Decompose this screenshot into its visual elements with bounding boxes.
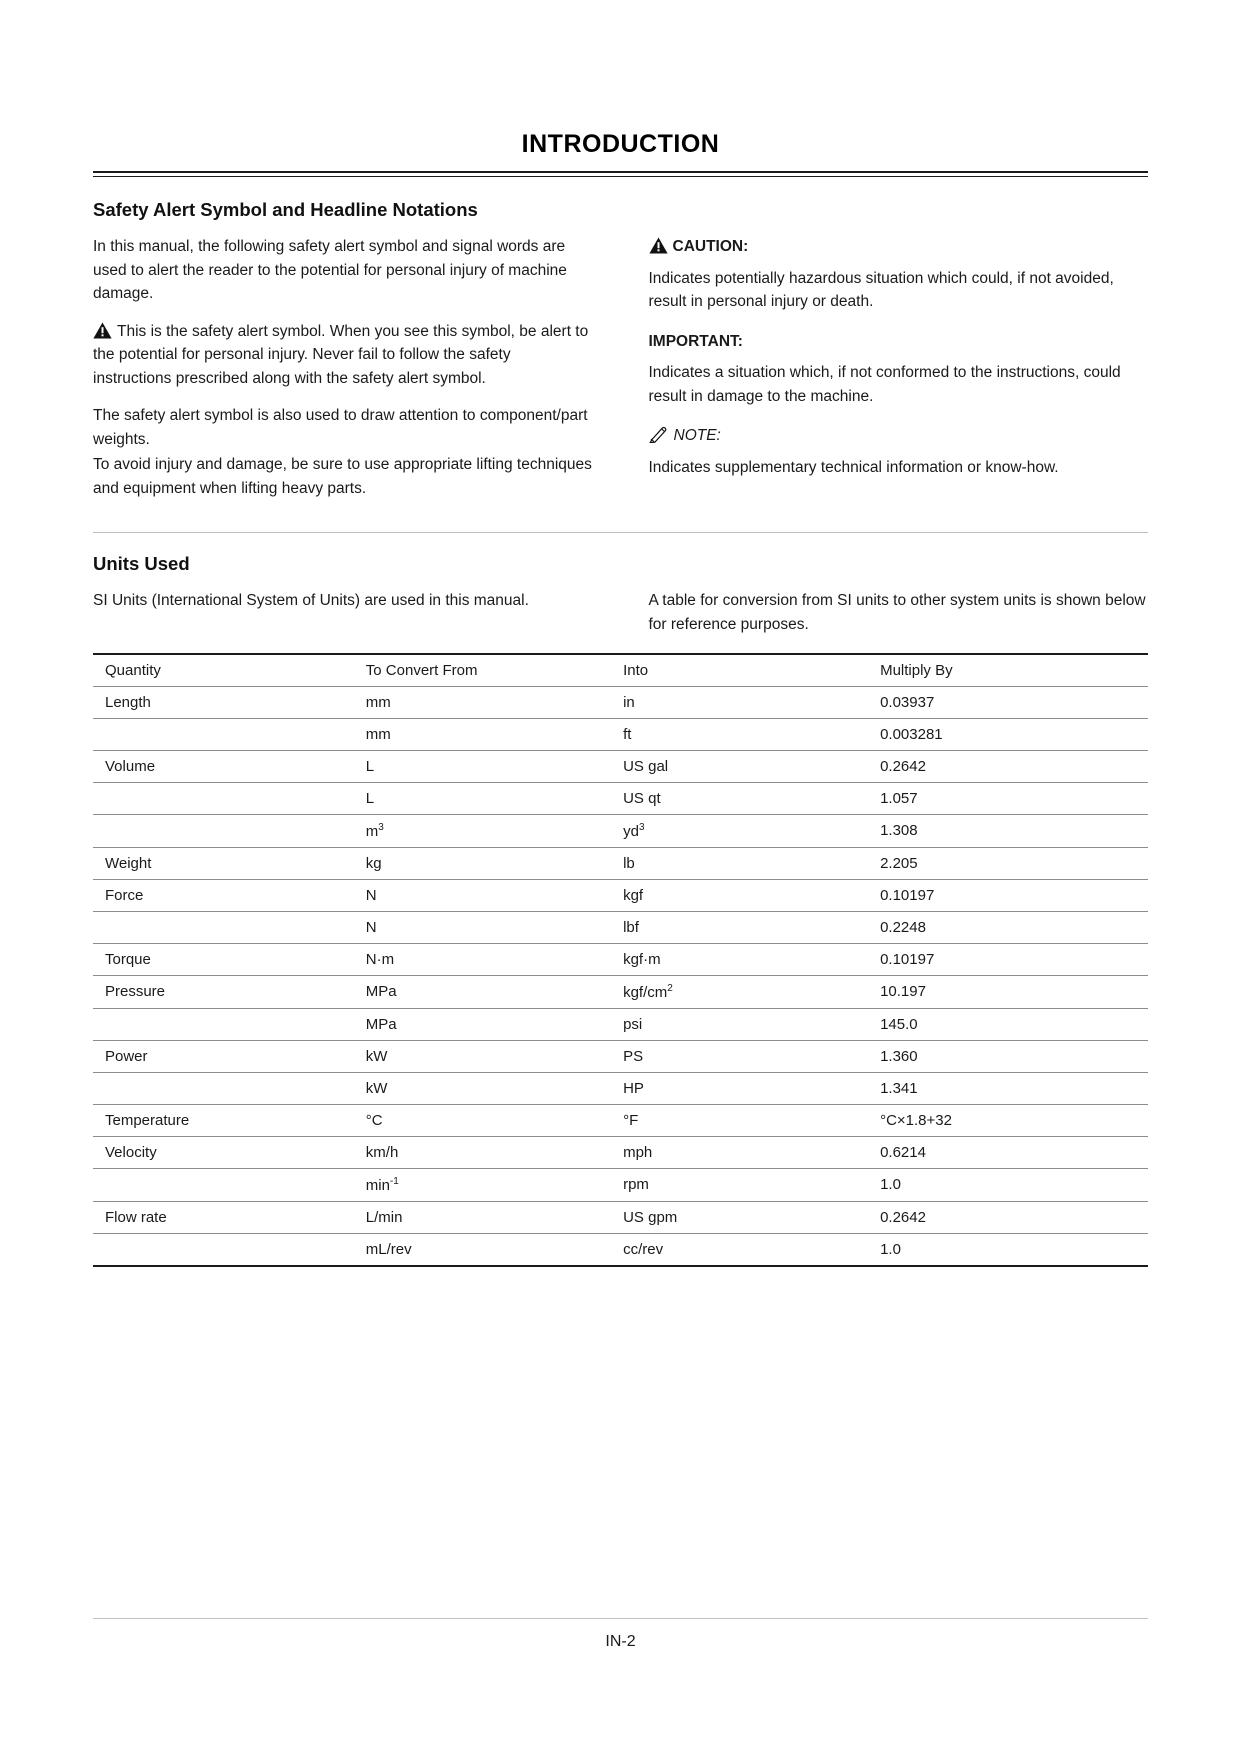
table-cell-quantity [93, 1168, 354, 1201]
table-cell-multiply-by: 0.2642 [868, 1201, 1148, 1233]
table-cell-quantity [93, 814, 354, 847]
caution-alert-triangle-icon [649, 237, 668, 254]
units-section-heading: Units Used [93, 553, 190, 575]
table-cell-multiply-by: 0.003281 [868, 718, 1148, 750]
table-cell-convert-from: L/min [354, 1201, 611, 1233]
table-row [93, 911, 1148, 943]
table-cell-convert-from: kW [354, 1040, 611, 1072]
important-label: IMPORTANT: [648, 332, 743, 350]
table-cell-multiply-by: 0.03937 [868, 686, 1148, 718]
section-divider [93, 532, 1148, 533]
table-cell-into: HP [611, 1072, 868, 1104]
safety-alert-triangle-icon [93, 322, 112, 339]
units-right-text: A table for conversion from SI units to other system units is shown below for reference purposes. [648, 592, 1146, 634]
table-cell-quantity [93, 1072, 354, 1104]
table-cell-multiply-by: 1.057 [868, 782, 1148, 814]
table-row [93, 1040, 1148, 1072]
table-cell-into: kgf [611, 879, 868, 911]
table-cell-multiply-by: 0.2248 [868, 911, 1148, 943]
table-header-convert-from: To Convert From [354, 654, 611, 687]
table-cell-convert-from: N·m [354, 943, 611, 975]
table-cell-multiply-by: 0.2642 [868, 750, 1148, 782]
caution-heading [649, 235, 1149, 259]
table-cell-quantity [93, 1008, 354, 1040]
table-cell-convert-from: mm [354, 686, 611, 718]
table-cell-multiply-by: 1.360 [868, 1040, 1148, 1072]
table-row [93, 879, 1148, 911]
table-row [93, 1136, 1148, 1168]
table-cell-multiply-by: 2.205 [868, 847, 1148, 879]
table-cell-convert-from: MPa [354, 1008, 611, 1040]
table-cell-multiply-by: 0.6214 [868, 1136, 1148, 1168]
table-cell-convert-from: mm [354, 718, 611, 750]
safety-columns [93, 235, 1148, 514]
table-cell-into: US gal [611, 750, 868, 782]
table-cell-into: $yd^3$ [611, 814, 868, 847]
caution-text: Indicates potentially hazardous situation which could, if not avoided, result in personal injury or death. [648, 269, 1114, 311]
table-cell-into: mph [611, 1136, 868, 1168]
table-cell-multiply-by: 145.0 [868, 1008, 1148, 1040]
table-row [93, 847, 1148, 879]
table-header-multiply-by: Multiply By [868, 654, 1148, 687]
table-cell-multiply-by: 0.10197 [868, 879, 1148, 911]
table-cell-multiply-by: 1.341 [868, 1072, 1148, 1104]
table-cell-convert-from: °C [354, 1104, 611, 1136]
table-cell-convert-from: MPa [354, 975, 611, 1008]
table-header-into: Into [611, 654, 868, 687]
table-cell-quantity: Flow rate [93, 1201, 354, 1233]
footer-rule [93, 1618, 1148, 1619]
units-right-column [649, 589, 1149, 636]
table-row [93, 750, 1148, 782]
table-cell-multiply-by: 0.10197 [868, 943, 1148, 975]
safety-section-heading: Safety Alert Symbol and Headline Notations [93, 199, 478, 220]
table-cell-quantity: Weight [93, 847, 354, 879]
table-cell-convert-from: $\min^{-1}$ [354, 1168, 611, 1201]
page-footer [93, 1618, 1148, 1651]
table-row [93, 1201, 1148, 1233]
table-cell-convert-from: L [354, 750, 611, 782]
table-row [93, 1233, 1148, 1266]
table-cell-convert-from: kW [354, 1072, 611, 1104]
table-cell-convert-from: N [354, 911, 611, 943]
safety-left-column [93, 235, 593, 514]
pencil-icon [649, 426, 669, 443]
note-label: NOTE: [673, 427, 721, 445]
page-content [93, 130, 1148, 1267]
safety-symbol-paragraph-2: The safety alert symbol is also used to draw attention to component/part weights. [93, 407, 588, 448]
caution-block [649, 235, 1149, 314]
table-cell-into: in [611, 686, 868, 718]
table-header-row [93, 654, 1148, 687]
table-cell-convert-from: kg [354, 847, 611, 879]
table-row [93, 782, 1148, 814]
table-row [93, 943, 1148, 975]
table-row [93, 1072, 1148, 1104]
footer-page-number: IN-2 [605, 1633, 636, 1650]
table-cell-quantity: Length [93, 686, 354, 718]
unit-conversion-table [93, 653, 1148, 1267]
table-cell-convert-from: L [354, 782, 611, 814]
table-cell-quantity [93, 911, 354, 943]
table-row [93, 718, 1148, 750]
table-cell-into: °F [611, 1104, 868, 1136]
table-cell-convert-from: km/h [354, 1136, 611, 1168]
table-cell-multiply-by: 1.0 [868, 1168, 1148, 1201]
units-left-column [93, 589, 593, 636]
table-cell-multiply-by: °C×1.8+32 [868, 1104, 1148, 1136]
table-cell-convert-from: mL/rev [354, 1233, 611, 1266]
table-row [93, 975, 1148, 1008]
table-cell-into: rpm [611, 1168, 868, 1201]
note-text: Indicates supplementary technical information or know-how. [648, 458, 1059, 476]
table-cell-quantity: Velocity [93, 1136, 354, 1168]
safety-symbol-paragraph-3: To avoid injury and damage, be sure to use appropriate lifting techniques and equipment when lifting heavy parts. [93, 456, 592, 497]
note-heading [649, 424, 1149, 448]
table-row [93, 814, 1148, 847]
note-block [649, 424, 1149, 479]
table-row [93, 1168, 1148, 1201]
caution-label: CAUTION: [672, 238, 749, 255]
table-cell-convert-from: $m^3$ [354, 814, 611, 847]
table-cell-into: US gpm [611, 1201, 868, 1233]
table-cell-quantity [93, 782, 354, 814]
table-cell-quantity: Power [93, 1040, 354, 1072]
table-cell-into: US qt [611, 782, 868, 814]
safety-intro-text: In this manual, the following safety alert symbol and signal words are used to alert the reader to the potential for personal injury of machine damage. [93, 238, 567, 303]
table-cell-into: cc/rev [611, 1233, 868, 1266]
table-cell-into: kgf·m [611, 943, 868, 975]
table-cell-convert-from: N [354, 879, 611, 911]
table-cell-quantity: Pressure [93, 975, 354, 1008]
table-row [93, 686, 1148, 718]
important-text: Indicates a situation which, if not conformed to the instructions, could result in damage to the machine. [648, 364, 1121, 405]
table-cell-into: kgf/$cm^2$ [611, 975, 868, 1008]
table-cell-into: lb [611, 847, 868, 879]
table-row [93, 1008, 1148, 1040]
table-cell-multiply-by: 1.0 [868, 1233, 1148, 1266]
table-cell-quantity [93, 1233, 354, 1266]
table-cell-into: psi [611, 1008, 868, 1040]
table-body [93, 686, 1148, 1266]
important-heading [649, 330, 1149, 354]
table-cell-into: PS [611, 1040, 868, 1072]
table-cell-quantity: Volume [93, 750, 354, 782]
safety-right-column [649, 235, 1149, 514]
table-row [93, 1104, 1148, 1136]
title-rule-thin [93, 176, 1148, 177]
units-left-text: SI Units (International System of Units) are used in this manual. [93, 592, 529, 610]
safety-symbol-paragraph-1 [93, 320, 593, 391]
table-cell-into: lbf [611, 911, 868, 943]
table-head [93, 654, 1148, 687]
table-cell-into: ft [611, 718, 868, 750]
important-block [649, 330, 1149, 409]
table-cell-quantity: Force [93, 879, 354, 911]
table-header-quantity: Quantity [93, 654, 354, 687]
table-cell-multiply-by: 10.197 [868, 975, 1148, 1008]
table-cell-quantity: Torque [93, 943, 354, 975]
units-columns [93, 589, 1148, 636]
safety-symbol-text-1: This is the safety alert symbol. When you see this symbol, be alert to the potential for personal injury. Never fail to follow the safety instructions prescribed along with the safety alert symbol. [93, 322, 589, 387]
title-rule-thick [93, 171, 1148, 173]
table-cell-multiply-by: 1.308 [868, 814, 1148, 847]
table-cell-quantity [93, 718, 354, 750]
page-title: INTRODUCTION [521, 130, 720, 158]
table-cell-quantity: Temperature [93, 1104, 354, 1136]
